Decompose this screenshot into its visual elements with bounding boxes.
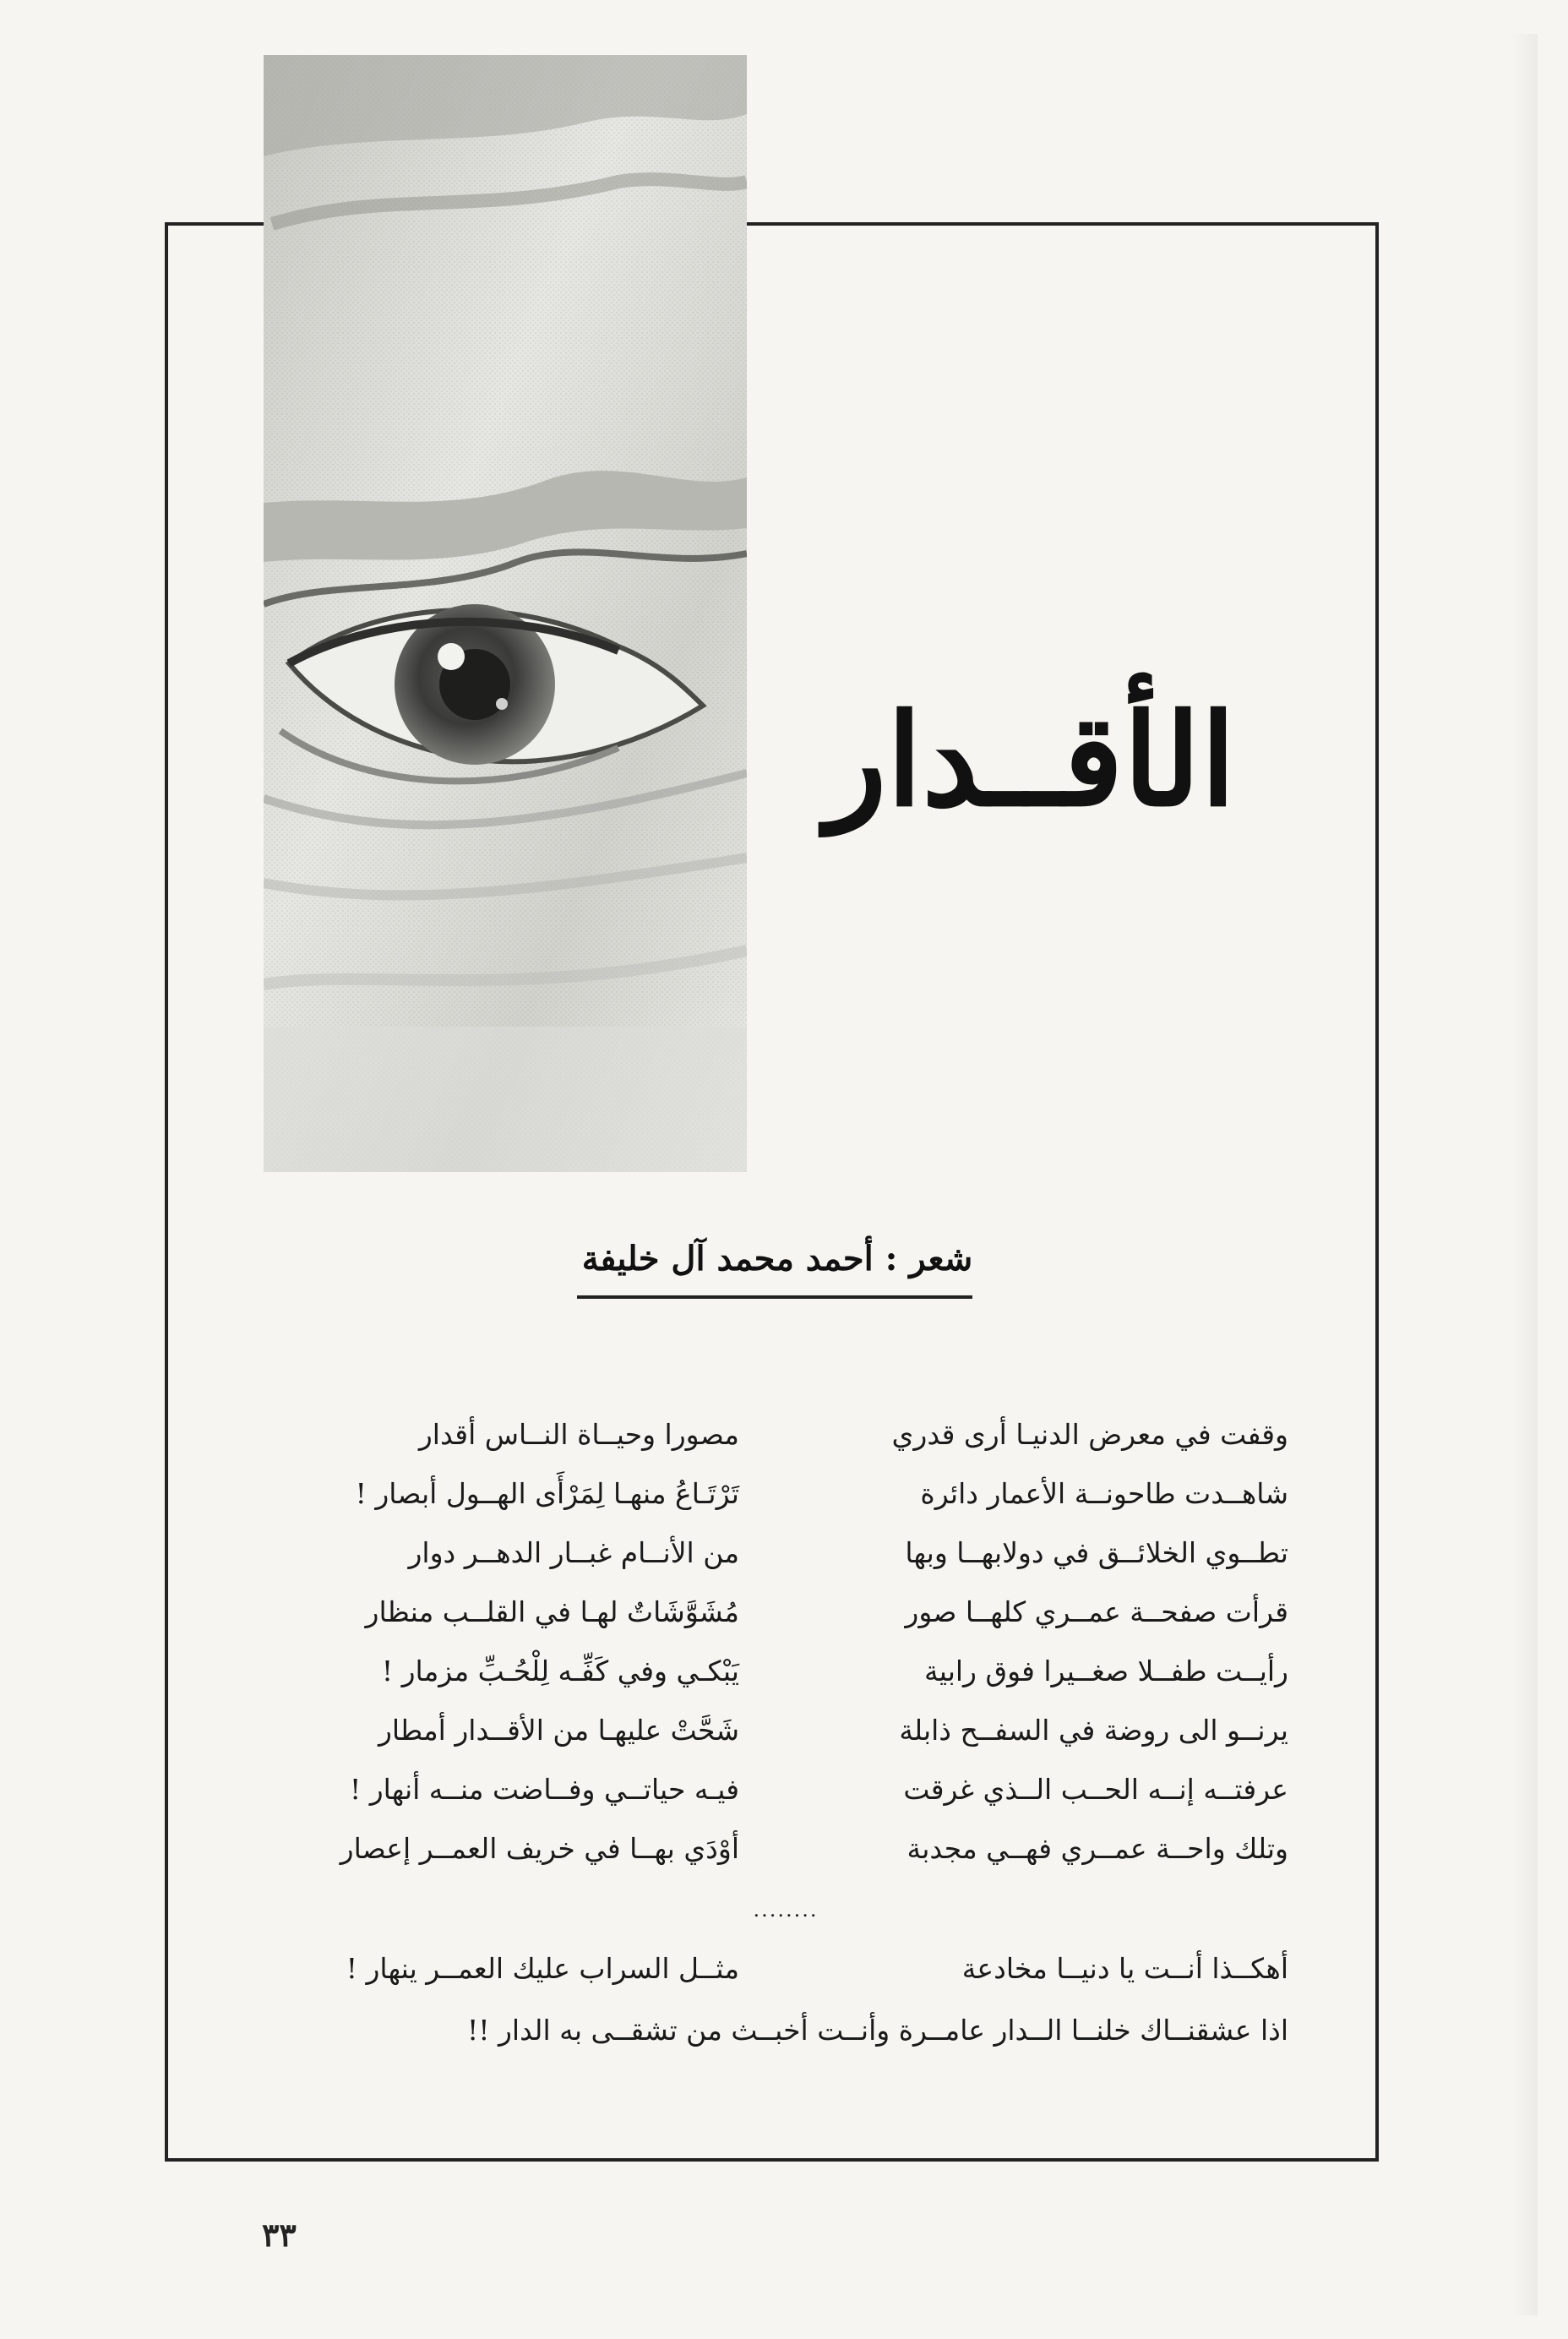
verse-right-7: عرفتــه إنــه الحــب الــذي غرقت [903,1773,1288,1806]
byline-underline [577,1295,972,1299]
verse-right-6: يرنــو الى روضة في السفــح ذابلة [899,1714,1288,1747]
closing-verse-left-1: مثــل السراب عليك العمــر ينهار ! [346,1952,739,1985]
page-number: ٣٣ [262,2216,297,2254]
poem-title: الأقــدار [825,686,1236,835]
verse-right-2: شاهــدت طاحونــة الأعمار دائرة [920,1477,1288,1510]
verse-left-6: شَحَّتْ عليهـا من الأقــدار أمطار [378,1714,739,1747]
verse-left-7: فيـه حياتــي وفــاضت منــه أنهار ! [350,1773,739,1806]
poem-byline: شعر : أحمد محمد آل خليفة [581,1239,973,1279]
eye-icon [264,55,747,1172]
page-edge-shadow [1512,34,1538,2315]
verse-right-5: رأيــت طفــلا صغــيرا فوق رابية [924,1655,1288,1687]
closing-verse-full: اذا عشقنــاك خلنــا الــدار عامــرة وأنــت أخبــث من تشقــى به الدار !! [466,2014,1288,2047]
verse-left-5: يَبْكـي وفي كَفِّـه لِلْحُـبِّ مزمار ! [381,1655,739,1687]
eye-photo [264,55,747,1172]
verse-right-4: قرأت صفحــة عمــري كلهــا صور [905,1595,1288,1628]
stanza-separator: ........ [753,1898,819,1922]
verse-left-1: مصورا وحيــاة النــاس أقدار [418,1418,739,1451]
verse-right-1: وقفت في معرض الدنيـا أرى قدري [891,1418,1288,1451]
verse-left-3: من الأنــام غبــار الدهــر دوار [408,1536,739,1569]
closing-verse-right-1: أهكــذا أنــت يا دنيــا مخادعة [961,1952,1288,1985]
verse-left-2: تَرْتَـاعُ منهـا لِمَرْأَى الهــول أبصار ! [355,1477,739,1510]
verse-left-8: أوْدَي بهــا في خريف العمــر إعصار [340,1832,739,1865]
verse-right-3: تطــوي الخلائــق في دولابهــا وبها [905,1536,1288,1569]
verse-right-8: وتلك واحــة عمــري فهــي مجدبة [906,1832,1288,1865]
verse-left-4: مُشَوَّشَاتٌ لهـا في القلــب منظار [365,1595,739,1628]
